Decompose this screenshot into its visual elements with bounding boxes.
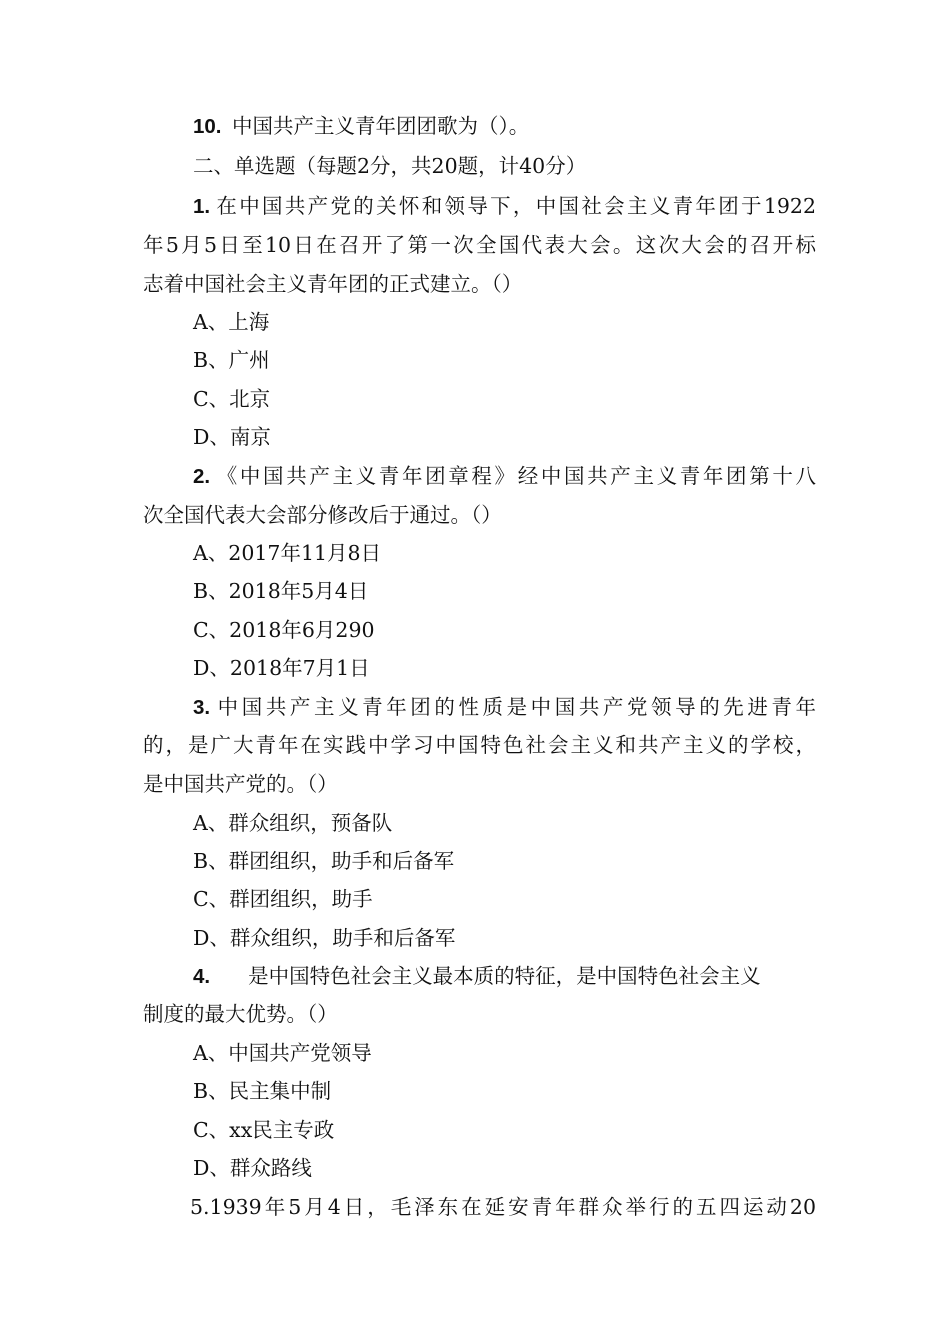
question-5-line-1: 5.1939年5月4日，毛泽东在延安青年群众举行的五四运动20 [190, 1195, 816, 1219]
question-3-line-1 [193, 693, 816, 722]
question-10 [193, 112, 529, 141]
section-heading: 二、单选题（每题2分，共20题，计40分） [193, 154, 587, 178]
option-d: D、南京 [193, 425, 271, 449]
question-1-line-2: 年5月5日至10日在召开了第一次全国代表大会。这次大会的召开标 [143, 233, 816, 257]
option-d: D、群众路线 [193, 1156, 312, 1180]
option-c: C、xx民主专政 [193, 1118, 335, 1142]
question-number: 3. [193, 696, 211, 719]
question-text: 中国共产主义青年团团歌为（）。 [232, 114, 530, 138]
option-b: B、群团组织，助手和后备军 [193, 849, 455, 873]
option-b: B、2018年5月4日 [193, 579, 369, 603]
option-c: C、2018年6月290 [193, 618, 375, 642]
question-1-line-3: 志着中国社会主义青年团的正式建立。（） [143, 272, 523, 296]
option-a: A、2017年11月8日 [193, 541, 382, 565]
question-number: 1. [193, 195, 211, 218]
question-1-line-1 [193, 192, 816, 221]
option-d: D、群众组织，助手和后备军 [193, 926, 456, 950]
question-number: 10. [193, 115, 222, 138]
question-3-line-3: 是中国共产党的。（） [143, 772, 338, 796]
question-2-line-1 [193, 462, 816, 491]
option-c: C、北京 [193, 387, 271, 411]
question-4-line-2: 制度的最大优势。（） [143, 1002, 338, 1026]
question-4-line-1 [193, 962, 761, 991]
option-d: D、2018年7月1日 [193, 656, 370, 680]
question-text: 中国共产主义青年团的性质是中国共产党领导的先进青年 [214, 695, 816, 719]
question-text: 《中国共产主义青年团章程》经中国共产主义青年团第十八 [214, 464, 816, 488]
question-number: 4. [193, 965, 211, 988]
question-3-line-2: 的，是广大青年在实践中学习中国特色社会主义和共产主义的学校， [143, 733, 816, 757]
option-c: C、群团组织，助手 [193, 887, 373, 911]
option-b: B、民主集中制 [193, 1079, 332, 1103]
question-text: 是中国特色社会主义最本质的特征，是中国特色社会主义 [248, 964, 761, 988]
option-a: A、上海 [193, 310, 270, 334]
question-text: 在中国共产党的关怀和领导下，中国社会主义青年团于1922 [214, 194, 816, 218]
option-a: A、群众组织，预备队 [193, 811, 393, 835]
option-a: A、中国共产党领导 [193, 1041, 372, 1065]
question-2-line-2: 次全国代表大会部分修改后于通过。（） [143, 503, 502, 527]
option-b: B、广州 [193, 348, 270, 372]
question-number: 2. [193, 465, 211, 488]
